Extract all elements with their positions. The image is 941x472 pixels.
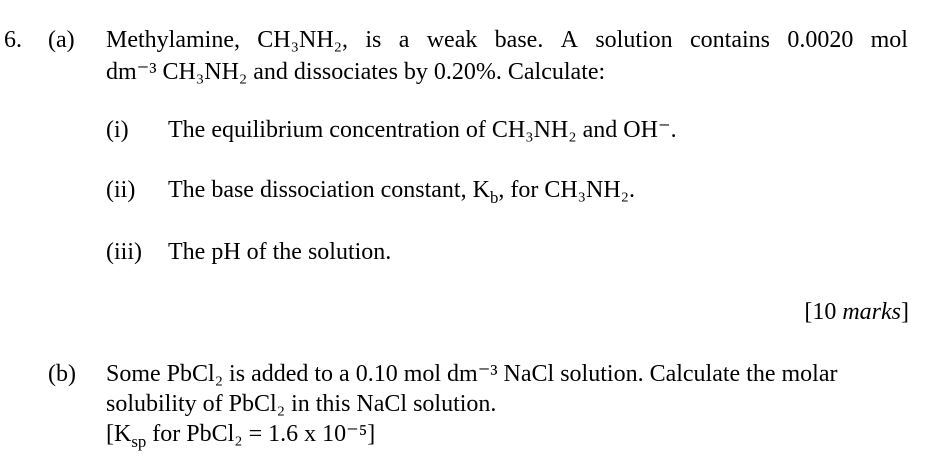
subpart-ii-label: (ii) — [106, 177, 136, 203]
subpart-iii-label: (iii) — [106, 239, 142, 265]
word: contains — [690, 27, 770, 53]
word: CH₃NH₂, — [257, 27, 349, 53]
word: weak — [426, 27, 478, 53]
word: 0.0020 — [787, 27, 854, 53]
subpart-iii-text: The pH of the solution. — [168, 239, 392, 265]
word: A — [560, 27, 578, 53]
subpart-i-label: (i) — [106, 117, 129, 143]
marks-label — [804, 298, 909, 326]
subpart-i-text: The equilibrium concentration of CH₃NH₂ and OH⁻. — [168, 117, 677, 143]
marks-close: ] — [901, 299, 909, 325]
word: is — [365, 27, 382, 53]
word: mol — [870, 27, 908, 53]
part-a-intro-line2: dm⁻³ CH₃NH₂ and dissociates by 0.20%. Calculate: — [106, 59, 606, 85]
subpart-ii-text: The base dissociation constant, $K_b$, for CH₃NH₂. — [168, 177, 636, 207]
question-number: 6. — [4, 27, 22, 53]
word: base. — [494, 27, 544, 53]
part-b-label: (b) — [48, 361, 76, 387]
marks-word: marks — [842, 299, 901, 325]
word: Methylamine, — [106, 27, 240, 53]
part-a-intro-line1 — [106, 26, 908, 54]
part-b-line3: [$K_{sp}$ for PbCl₂ = 1.6 x 10⁻⁵] — [106, 421, 376, 451]
part-b-line1: Some PbCl₂ is added to a 0.10 mol dm⁻³ NaCl solution. Calculate the molar — [106, 361, 838, 387]
word: a — [398, 27, 410, 53]
word: solution — [595, 27, 673, 53]
part-b-line2: solubility of PbCl₂ in this NaCl solution. — [106, 391, 497, 417]
marks-open: [10 — [804, 299, 843, 325]
part-a-label: (a) — [48, 27, 75, 53]
